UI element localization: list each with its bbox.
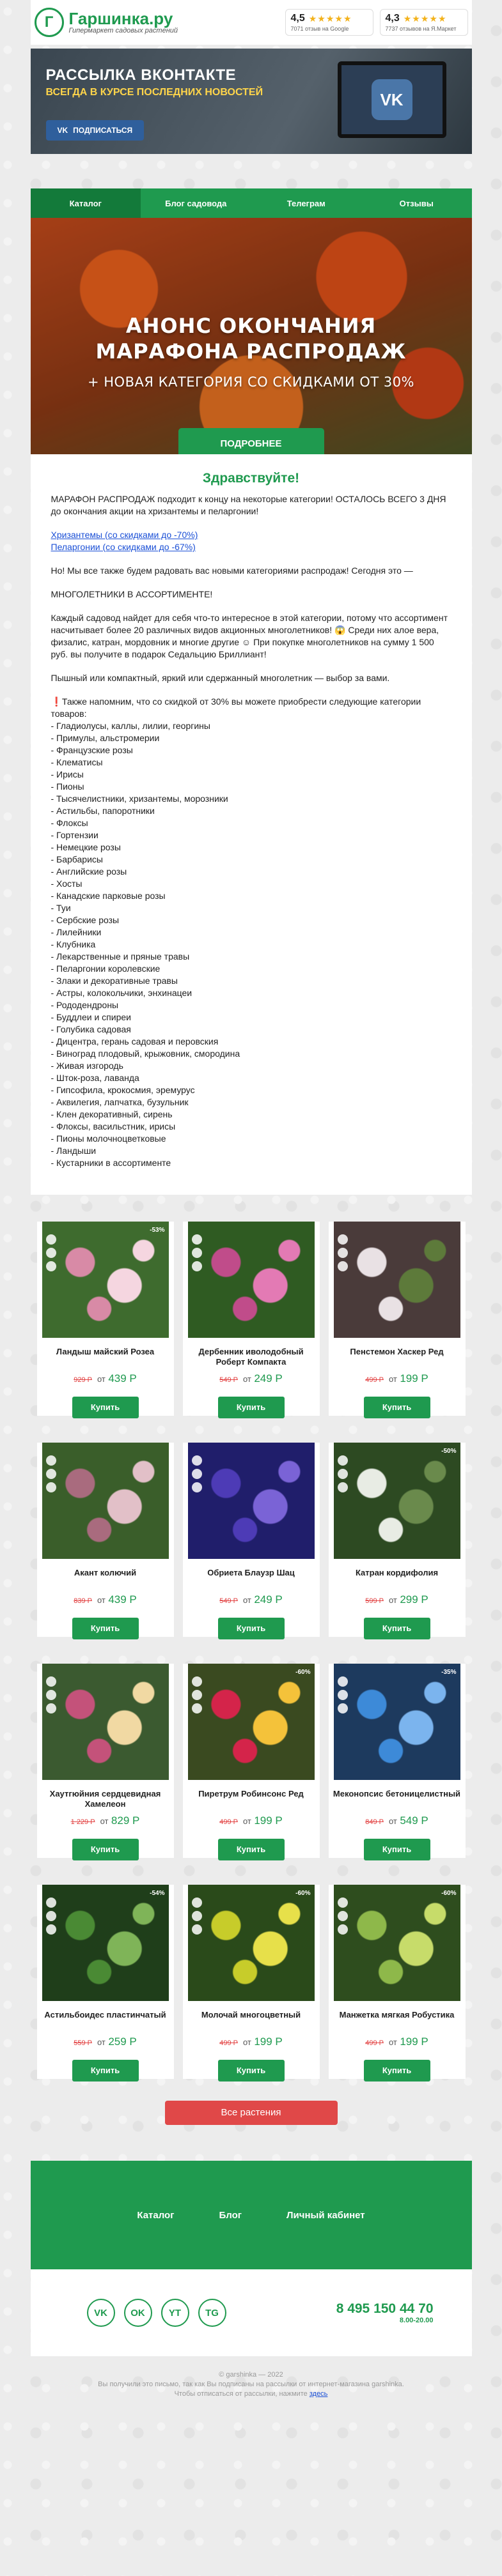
product-name[interactable]: Молочай многоцветный — [201, 2010, 301, 2020]
nav-blog[interactable]: Блог садовода — [165, 198, 227, 208]
paragraph: Пышный или компактный, яркий или сдержанный многолетник — выбор за вами. — [51, 673, 390, 683]
product-feature-icons — [192, 1234, 202, 1271]
product-card[interactable] — [183, 1885, 320, 2079]
category-item: - Виноград плодовый, крыжовник, смородина — [51, 1048, 240, 1059]
frost-icon — [192, 1261, 202, 1271]
new-price: 199 Р — [254, 2035, 283, 2048]
new-price: 199 Р — [400, 1372, 428, 1384]
product-name[interactable]: Хаутгюйния сердцевидная Хамелеон — [49, 1789, 161, 1809]
category-item: - Живая изгородь — [51, 1061, 123, 1071]
phone-number[interactable]: 8 495 150 44 70 — [336, 2301, 434, 2316]
frost-icon — [46, 1924, 56, 1935]
water-icon — [338, 1690, 348, 1700]
category-item: - Дицентра, герань садовая и перовския — [51, 1036, 219, 1046]
product-image[interactable] — [188, 1885, 315, 2001]
vk-banner-subtitle: ВСЕГДА В КУРСЕ ПОСЛЕДНИХ НОВОСТЕЙ — [45, 87, 263, 98]
footer-contacts — [31, 2269, 472, 2356]
product-feature-icons — [338, 1455, 348, 1492]
category-item: - Пионы молочноцветковые — [51, 1133, 166, 1144]
category-item: - Ирисы — [51, 769, 84, 779]
category-item: - Примулы, альстромерии — [51, 733, 160, 743]
water-icon — [46, 1911, 56, 1921]
discount-badge: -60% — [295, 1669, 311, 1676]
sun-icon — [338, 1676, 348, 1687]
category-item: - Пионы — [51, 781, 84, 792]
logo[interactable] — [31, 8, 178, 37]
product-image[interactable] — [334, 1664, 460, 1780]
product-price — [37, 1593, 174, 1606]
new-price: 259 Р — [108, 2035, 137, 2048]
stars-icon: ★★★★★ — [308, 13, 352, 24]
old-price: 499 Р — [365, 2039, 384, 2047]
paragraph: Но! Мы все также будем радовать вас новыми категориями распродаж! Сегодня это — — [51, 565, 413, 576]
vk-logo-icon: VK — [372, 79, 412, 120]
sun-icon — [338, 1455, 348, 1466]
hero-title-line2: МАРАФОНА РАСПРОДАЖ — [95, 339, 407, 364]
category-item: - Пеларгонии королевские — [51, 963, 161, 974]
footer-legal — [31, 2356, 472, 2399]
header — [31, 0, 472, 45]
old-price: 549 Р — [219, 1376, 238, 1384]
vk-subscribe-button[interactable] — [46, 120, 145, 141]
vk-subscribe-label: ПОДПИСАТЬСЯ — [73, 126, 133, 135]
laptop-image — [338, 61, 446, 138]
water-icon — [338, 1248, 348, 1258]
discount-badge: -35% — [441, 1669, 457, 1676]
category-item: - Клен декоративный, сирень — [51, 1109, 173, 1119]
product-card[interactable] — [329, 1222, 466, 1416]
product-price — [329, 2035, 466, 2048]
buy-button[interactable]: Купить — [72, 1397, 139, 1418]
sun-icon — [46, 1455, 56, 1466]
frost-icon — [338, 1703, 348, 1713]
category-item: - Флоксы, васильстник, ирисы — [51, 1121, 176, 1131]
price-from: от — [388, 2037, 397, 2047]
product-card[interactable] — [183, 1664, 320, 1858]
rating-value: 4,3 — [385, 13, 400, 24]
price-from: от — [100, 1816, 109, 1826]
product-price — [37, 1814, 174, 1827]
category-item: - Флоксы — [51, 818, 88, 828]
category-item: - Клубника — [51, 939, 96, 949]
product-name[interactable]: Пиретрум Робинсонс Ред — [198, 1789, 304, 1798]
product-price — [37, 1372, 174, 1385]
sun-icon — [192, 1234, 202, 1245]
old-price: 499 Р — [219, 1818, 238, 1826]
hero-title-line1: АНОНС ОКОНЧАНИЯ — [125, 314, 377, 338]
product-name[interactable]: Катран кордифолия — [355, 1568, 439, 1577]
product-card[interactable] — [37, 1885, 174, 2079]
sun-icon — [192, 1676, 202, 1687]
paragraph: ❗Также напомним, что со скидкой от 30% вы можете приобрести следующие категории товаров: — [51, 696, 421, 719]
frost-icon — [46, 1261, 56, 1271]
rating-market[interactable] — [380, 9, 468, 36]
sun-icon — [192, 1455, 202, 1466]
category-item: - Аквилегия, лапчатка, бузульник — [51, 1097, 189, 1107]
category-item: - Гладиолусы, каллы, лилии, георгины — [51, 721, 210, 731]
product-image[interactable] — [42, 1443, 169, 1559]
product-card[interactable] — [329, 1885, 466, 2079]
product-price — [329, 1593, 466, 1606]
product-price — [329, 1814, 466, 1827]
price-from: от — [388, 1374, 397, 1384]
category-item: - Французские розы — [51, 745, 133, 755]
product-feature-icons — [338, 1897, 348, 1935]
price-from: от — [242, 2037, 251, 2047]
buy-button[interactable]: Купить — [364, 1618, 430, 1639]
product-name[interactable]: Астильбоидес пластинчатый — [44, 2010, 166, 2020]
water-icon — [192, 1248, 202, 1258]
price-from: от — [242, 1816, 251, 1826]
greeting: Здравствуйте! — [202, 471, 300, 486]
buy-button[interactable]: Купить — [364, 2060, 430, 2082]
product-image[interactable] — [188, 1664, 315, 1780]
category-item: - Гипсофила, крокосмия, эремурус — [51, 1085, 195, 1095]
rating-value: 4,5 — [290, 13, 305, 24]
hero-banner[interactable] — [31, 218, 472, 454]
water-icon — [192, 1690, 202, 1700]
category-item: - Буддлеи и спиреи — [51, 1012, 131, 1022]
product-image[interactable] — [42, 1222, 169, 1338]
product-price — [183, 1814, 320, 1827]
sun-icon — [338, 1234, 348, 1245]
old-price: 849 Р — [365, 1818, 384, 1826]
logo-icon: Г — [35, 8, 64, 37]
product-price — [37, 2035, 174, 2048]
product-feature-icons — [46, 1455, 56, 1492]
buy-button[interactable]: Купить — [72, 2060, 139, 2082]
water-icon — [192, 1469, 202, 1479]
water-icon — [46, 1469, 56, 1479]
product-feature-icons — [338, 1676, 348, 1713]
sun-icon — [338, 1897, 348, 1908]
product-card[interactable] — [37, 1443, 174, 1637]
product-price — [183, 2035, 320, 2048]
product-name[interactable]: Дербенник иволодобный Роберт Компакта — [198, 1347, 304, 1367]
product-feature-icons — [192, 1676, 202, 1713]
all-plants-button[interactable]: Все растения — [165, 2101, 338, 2125]
frost-icon — [46, 1703, 56, 1713]
new-price: 439 Р — [108, 1593, 137, 1606]
product-card[interactable] — [183, 1222, 320, 1416]
discount-badge: -53% — [150, 1227, 165, 1234]
rating-google[interactable] — [285, 9, 373, 36]
category-item: - Барбарисы — [51, 854, 103, 864]
category-item: - Астильбы, папоротники — [51, 806, 155, 816]
category-item: - Рододендроны — [51, 1000, 119, 1010]
category-item: - Астры, колокольчики, энхинацеи — [51, 988, 192, 998]
category-item: - Лекарственные и пряные травы — [51, 951, 190, 962]
frost-icon — [192, 1482, 202, 1492]
old-price: 929 Р — [74, 1376, 92, 1384]
buy-button[interactable]: Купить — [218, 2060, 285, 2082]
category-item: - Ландыши — [51, 1146, 97, 1156]
rating-label: 7737 отзывов на Я.Маркет — [385, 26, 457, 32]
category-item: - Шток-роза, лаванда — [51, 1073, 139, 1083]
unsubscribe-text: Чтобы отписаться от рассылки, нажмите — [174, 2390, 308, 2398]
nav-catalog[interactable]: Каталог — [31, 188, 141, 218]
old-price: 499 Р — [365, 1376, 384, 1384]
water-icon — [338, 1469, 348, 1479]
footer-nav — [31, 2161, 472, 2269]
product-name[interactable]: Акант колючий — [74, 1568, 137, 1577]
new-price: 829 Р — [111, 1814, 140, 1827]
product-card[interactable] — [37, 1222, 174, 1416]
vk-banner[interactable] — [31, 49, 472, 154]
paragraph: МАРАФОН РАСПРОДАЖ подходит к концу на некоторые категории! ОСТАЛОСЬ ВСЕГО 3 ДНЯ до окончания акции на хризантемы и пеларгонии! — [51, 494, 446, 516]
new-price: 249 Р — [254, 1372, 283, 1384]
vk-icon: VK — [57, 126, 68, 135]
product-price — [183, 1593, 320, 1606]
top-nav — [31, 188, 472, 218]
product-image[interactable] — [334, 1222, 460, 1338]
paragraph: Каждый садовод найдет для себя что-то интересное в этой категории, потому что ассортимент насчитывает более 20 различных видов акционных многолетников! 😱 Среди них алое вера, физалис, катран, мордовник и многие другие ☺ При покупке многолетников на сумму 1 500 руб. вы получите в подарок Седальцию Бриллиант! — [51, 613, 448, 659]
product-card[interactable] — [329, 1443, 466, 1637]
ratings — [285, 9, 472, 36]
more-button[interactable]: ПОДРОБНЕЕ — [178, 428, 324, 454]
price-from: от — [242, 1595, 251, 1605]
category-item: - Сербские розы — [51, 915, 120, 925]
subscription-note: Вы получили это письмо, так как Вы подписаны на рассылки от интернет-магазина garshinka. — [98, 2380, 404, 2388]
stars-icon: ★★★★★ — [403, 13, 447, 24]
footer-blog[interactable]: Блог — [219, 2209, 242, 2221]
product-image[interactable] — [188, 1222, 315, 1338]
product-image[interactable] — [188, 1443, 315, 1559]
buy-button[interactable]: Купить — [218, 1618, 285, 1639]
category-item: - Злаки и декоративные травы — [51, 976, 178, 986]
nav-reviews[interactable]: Отзывы — [399, 198, 434, 208]
product-card[interactable] — [37, 1664, 174, 1858]
product-feature-icons — [192, 1455, 202, 1492]
category-item: - Кустарники в ассортименте — [51, 1158, 171, 1168]
category-item: - Туи — [51, 903, 71, 913]
product-price — [183, 1372, 320, 1385]
frost-icon — [192, 1924, 202, 1935]
new-price: 249 Р — [254, 1593, 283, 1606]
sun-icon — [46, 1234, 56, 1245]
hero-subtitle: + НОВАЯ КАТЕГОРИЯ СО СКИДКАМИ ОТ 30% — [87, 374, 415, 390]
product-name[interactable]: Ландыш майский Розеа — [56, 1347, 155, 1356]
rating-label: 7071 отзыв на Google — [290, 26, 349, 32]
sun-icon — [192, 1897, 202, 1908]
frost-icon — [338, 1924, 348, 1935]
product-image[interactable] — [42, 1664, 169, 1780]
social-links — [87, 2299, 226, 2327]
old-price: 839 Р — [74, 1597, 92, 1605]
buy-button[interactable]: Купить — [72, 1839, 139, 1860]
new-price: 299 Р — [400, 1593, 428, 1606]
buy-button[interactable]: Купить — [364, 1397, 430, 1418]
category-item: - Голубика садовая — [51, 1024, 131, 1034]
frost-icon — [46, 1482, 56, 1492]
product-image[interactable] — [334, 1443, 460, 1559]
category-item: - Гортензии — [51, 830, 98, 840]
product-card[interactable] — [329, 1664, 466, 1858]
footer-catalog[interactable]: Каталог — [137, 2209, 175, 2221]
old-price: 499 Р — [219, 2039, 238, 2047]
discount-badge: -60% — [295, 1890, 311, 1897]
link-pelargoniums[interactable]: Пеларгонии (со скидками до -67%) — [51, 542, 196, 552]
product-image[interactable] — [334, 1885, 460, 2001]
link-chrysanthemums[interactable]: Хризантемы (со скидками до -70%) — [51, 530, 198, 540]
discount-badge: -54% — [150, 1890, 165, 1897]
new-price: 439 Р — [108, 1372, 137, 1384]
old-price: 559 Р — [74, 2039, 92, 2047]
frost-icon — [192, 1703, 202, 1713]
letter-body — [31, 454, 472, 1195]
ok-icon[interactable]: OK — [124, 2299, 152, 2327]
product-name[interactable]: Манжетка мягкая Робустика — [339, 2010, 455, 2020]
sun-icon — [46, 1897, 56, 1908]
price-from: от — [242, 1374, 251, 1384]
product-feature-icons — [338, 1234, 348, 1271]
product-grid — [31, 1222, 472, 2106]
new-price: 549 Р — [400, 1814, 428, 1827]
product-name[interactable]: Пенстемон Хаскер Ред — [350, 1347, 444, 1356]
water-icon — [192, 1911, 202, 1921]
buy-button[interactable]: Купить — [72, 1618, 139, 1639]
sun-icon — [46, 1676, 56, 1687]
water-icon — [46, 1690, 56, 1700]
category-item: - Хосты — [51, 878, 82, 889]
price-from: от — [97, 2037, 106, 2047]
price-from: от — [388, 1595, 397, 1605]
product-image[interactable] — [42, 1885, 169, 2001]
price-from: от — [97, 1374, 106, 1384]
main-card — [31, 188, 472, 1195]
product-feature-icons — [46, 1234, 56, 1271]
category-item: - Тысячелистники, хризантемы, морозники — [51, 793, 228, 804]
buy-button[interactable]: Купить — [218, 1839, 285, 1860]
logo-name: Гаршинка.ру — [68, 9, 173, 28]
water-icon — [338, 1911, 348, 1921]
product-card[interactable] — [183, 1443, 320, 1637]
discount-badge: -50% — [441, 1448, 457, 1455]
category-item: - Английские розы — [51, 866, 127, 877]
paragraph-heading: МНОГОЛЕТНИКИ В АССОРТИМЕНТЕ! — [51, 589, 213, 599]
category-item: - Канадские парковые розы — [51, 891, 166, 901]
product-name[interactable]: Обриета Блаузр Шац — [207, 1568, 295, 1577]
product-feature-icons — [192, 1897, 202, 1935]
product-name[interactable]: Меконопсис бетоницелистный — [333, 1789, 461, 1798]
youtube-icon[interactable]: YT — [161, 2299, 189, 2327]
vk-icon[interactable]: VK — [87, 2299, 115, 2327]
buy-button[interactable]: Купить — [364, 1839, 430, 1860]
product-feature-icons — [46, 1676, 56, 1713]
old-price: 549 Р — [219, 1597, 238, 1605]
logo-tagline: Гипермаркет садовых растений — [68, 27, 178, 34]
copyright: © garshinka — 2022 — [219, 2371, 283, 2379]
new-price: 199 Р — [400, 2035, 428, 2048]
price-from: от — [97, 1595, 106, 1605]
new-price: 199 Р — [254, 1814, 283, 1827]
footer-account[interactable]: Личный кабинет — [286, 2209, 365, 2221]
product-price — [329, 1372, 466, 1385]
unsubscribe-link[interactable]: здесь — [309, 2390, 328, 2398]
discount-badge: -60% — [441, 1890, 457, 1897]
nav-telegram[interactable]: Телеграм — [286, 198, 326, 208]
telegram-icon[interactable]: TG — [198, 2299, 226, 2327]
old-price: 599 Р — [365, 1597, 384, 1605]
frost-icon — [338, 1482, 348, 1492]
category-item: - Лилейники — [51, 927, 102, 937]
product-feature-icons — [46, 1897, 56, 1935]
water-icon — [46, 1248, 56, 1258]
category-list — [51, 720, 451, 1169]
price-from: от — [388, 1816, 397, 1826]
old-price: 1 229 Р — [70, 1818, 95, 1826]
work-hours: 8.00-20.00 — [399, 2317, 434, 2324]
category-item: - Клематисы — [51, 757, 103, 767]
frost-icon — [338, 1261, 348, 1271]
buy-button[interactable]: Купить — [218, 1397, 285, 1418]
vk-banner-title: РАССЫЛКА ВКОНТАКТЕ — [45, 66, 237, 84]
category-item: - Немецкие розы — [51, 842, 121, 852]
